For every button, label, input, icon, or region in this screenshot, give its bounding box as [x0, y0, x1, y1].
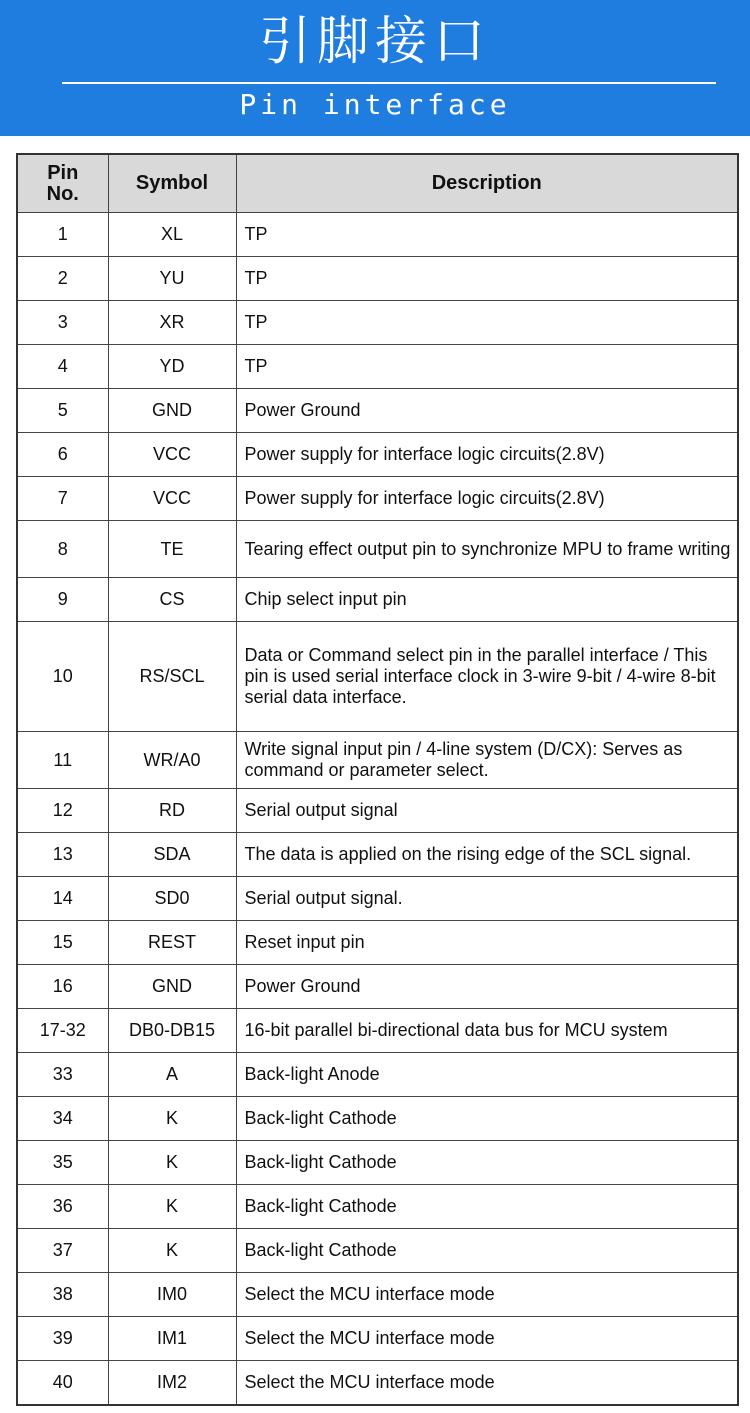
pin-number-cell: 11: [17, 732, 108, 789]
symbol-cell: SD0: [108, 877, 236, 921]
pin-number-cell: 7: [17, 477, 108, 521]
symbol-cell: YD: [108, 345, 236, 389]
pin-number-cell: 15: [17, 921, 108, 965]
header-pin-no: Pin No.: [17, 154, 108, 213]
pin-number-cell: 33: [17, 1053, 108, 1097]
symbol-cell: K: [108, 1229, 236, 1273]
table-row: [17, 1141, 738, 1185]
pin-interface-table: [16, 153, 739, 1406]
description-cell: Back-light Cathode: [236, 1141, 738, 1185]
table-row: [17, 1229, 738, 1273]
symbol-cell: K: [108, 1097, 236, 1141]
description-cell: Tearing effect output pin to synchronize MPU to frame writing: [236, 521, 738, 578]
pin-number-cell: 37: [17, 1229, 108, 1273]
symbol-cell: IM1: [108, 1317, 236, 1361]
pin-number-cell: 12: [17, 789, 108, 833]
title-divider: [62, 82, 716, 84]
symbol-cell: WR/A0: [108, 732, 236, 789]
symbol-cell: A: [108, 1053, 236, 1097]
description-cell: Power supply for interface logic circuits(2.8V): [236, 433, 738, 477]
description-cell: Back-light Cathode: [236, 1185, 738, 1229]
symbol-cell: RD: [108, 789, 236, 833]
symbol-cell: IM2: [108, 1361, 236, 1406]
table-row: [17, 1053, 738, 1097]
symbol-cell: XL: [108, 213, 236, 257]
table-row: [17, 732, 738, 789]
description-cell: Back-light Anode: [236, 1053, 738, 1097]
description-cell: TP: [236, 213, 738, 257]
description-cell: The data is applied on the rising edge of the SCL signal.: [236, 833, 738, 877]
symbol-cell: REST: [108, 921, 236, 965]
symbol-cell: RS/SCL: [108, 622, 236, 732]
pin-number-cell: 38: [17, 1273, 108, 1317]
pin-number-cell: 35: [17, 1141, 108, 1185]
pin-number-cell: 36: [17, 1185, 108, 1229]
description-cell: Serial output signal.: [236, 877, 738, 921]
symbol-cell: VCC: [108, 477, 236, 521]
table-row: [17, 1361, 738, 1406]
symbol-cell: DB0-DB15: [108, 1009, 236, 1053]
symbol-cell: K: [108, 1141, 236, 1185]
pin-number-cell: 16: [17, 965, 108, 1009]
symbol-cell: XR: [108, 301, 236, 345]
table-row: [17, 213, 738, 257]
pin-number-cell: 1: [17, 213, 108, 257]
symbol-cell: TE: [108, 521, 236, 578]
description-cell: Back-light Cathode: [236, 1097, 738, 1141]
table-row: [17, 921, 738, 965]
description-cell: Data or Command select pin in the parallel interface / This pin is used serial interface clock in 3-wire 9-bit / 4-wire 8-bit serial data interface.: [236, 622, 738, 732]
table-row: [17, 477, 738, 521]
description-cell: Back-light Cathode: [236, 1229, 738, 1273]
table-row: [17, 1317, 738, 1361]
table-row: [17, 1273, 738, 1317]
header-description: Description: [236, 154, 738, 213]
symbol-cell: GND: [108, 965, 236, 1009]
pin-number-cell: 14: [17, 877, 108, 921]
table-row: [17, 301, 738, 345]
description-cell: Power Ground: [236, 389, 738, 433]
pin-number-cell: 8: [17, 521, 108, 578]
description-cell: Reset input pin: [236, 921, 738, 965]
table-row: [17, 622, 738, 732]
pin-number-cell: 5: [17, 389, 108, 433]
symbol-cell: IM0: [108, 1273, 236, 1317]
description-cell: Select the MCU interface mode: [236, 1317, 738, 1361]
pin-number-cell: 4: [17, 345, 108, 389]
table-body: [17, 213, 738, 1406]
pin-number-cell: 3: [17, 301, 108, 345]
symbol-cell: K: [108, 1185, 236, 1229]
description-cell: Select the MCU interface mode: [236, 1273, 738, 1317]
table-row: [17, 389, 738, 433]
table-row: [17, 578, 738, 622]
table-row: [17, 1185, 738, 1229]
table-row: [17, 789, 738, 833]
symbol-cell: VCC: [108, 433, 236, 477]
pin-number-cell: 6: [17, 433, 108, 477]
description-cell: 16-bit parallel bi-directional data bus for MCU system: [236, 1009, 738, 1053]
pin-number-cell: 9: [17, 578, 108, 622]
description-cell: Write signal input pin / 4-line system (D/CX): Serves as command or parameter select.: [236, 732, 738, 789]
description-cell: Power supply for interface logic circuits(2.8V): [236, 477, 738, 521]
page-subtitle: Pin interface: [239, 88, 511, 121]
table-row: [17, 1009, 738, 1053]
symbol-cell: CS: [108, 578, 236, 622]
pin-number-cell: 17-32: [17, 1009, 108, 1053]
description-cell: TP: [236, 301, 738, 345]
pin-number-cell: 40: [17, 1361, 108, 1406]
page-title: 引脚接口: [258, 12, 491, 72]
description-cell: Chip select input pin: [236, 578, 738, 622]
table-row: [17, 833, 738, 877]
header-banner: [0, 0, 750, 136]
table-row: [17, 965, 738, 1009]
table-header-row: [17, 154, 738, 213]
header-symbol: Symbol: [108, 154, 236, 213]
description-cell: Power Ground: [236, 965, 738, 1009]
table-row: [17, 521, 738, 578]
description-cell: Serial output signal: [236, 789, 738, 833]
description-cell: TP: [236, 257, 738, 301]
table-row: [17, 877, 738, 921]
pin-number-cell: 2: [17, 257, 108, 301]
table-row: [17, 1097, 738, 1141]
table-row: [17, 345, 738, 389]
symbol-cell: SDA: [108, 833, 236, 877]
table-row: [17, 257, 738, 301]
description-cell: TP: [236, 345, 738, 389]
pin-number-cell: 10: [17, 622, 108, 732]
pin-number-cell: 13: [17, 833, 108, 877]
table-row: [17, 433, 738, 477]
pin-number-cell: 34: [17, 1097, 108, 1141]
pin-number-cell: 39: [17, 1317, 108, 1361]
symbol-cell: YU: [108, 257, 236, 301]
description-cell: Select the MCU interface mode: [236, 1361, 738, 1406]
symbol-cell: GND: [108, 389, 236, 433]
